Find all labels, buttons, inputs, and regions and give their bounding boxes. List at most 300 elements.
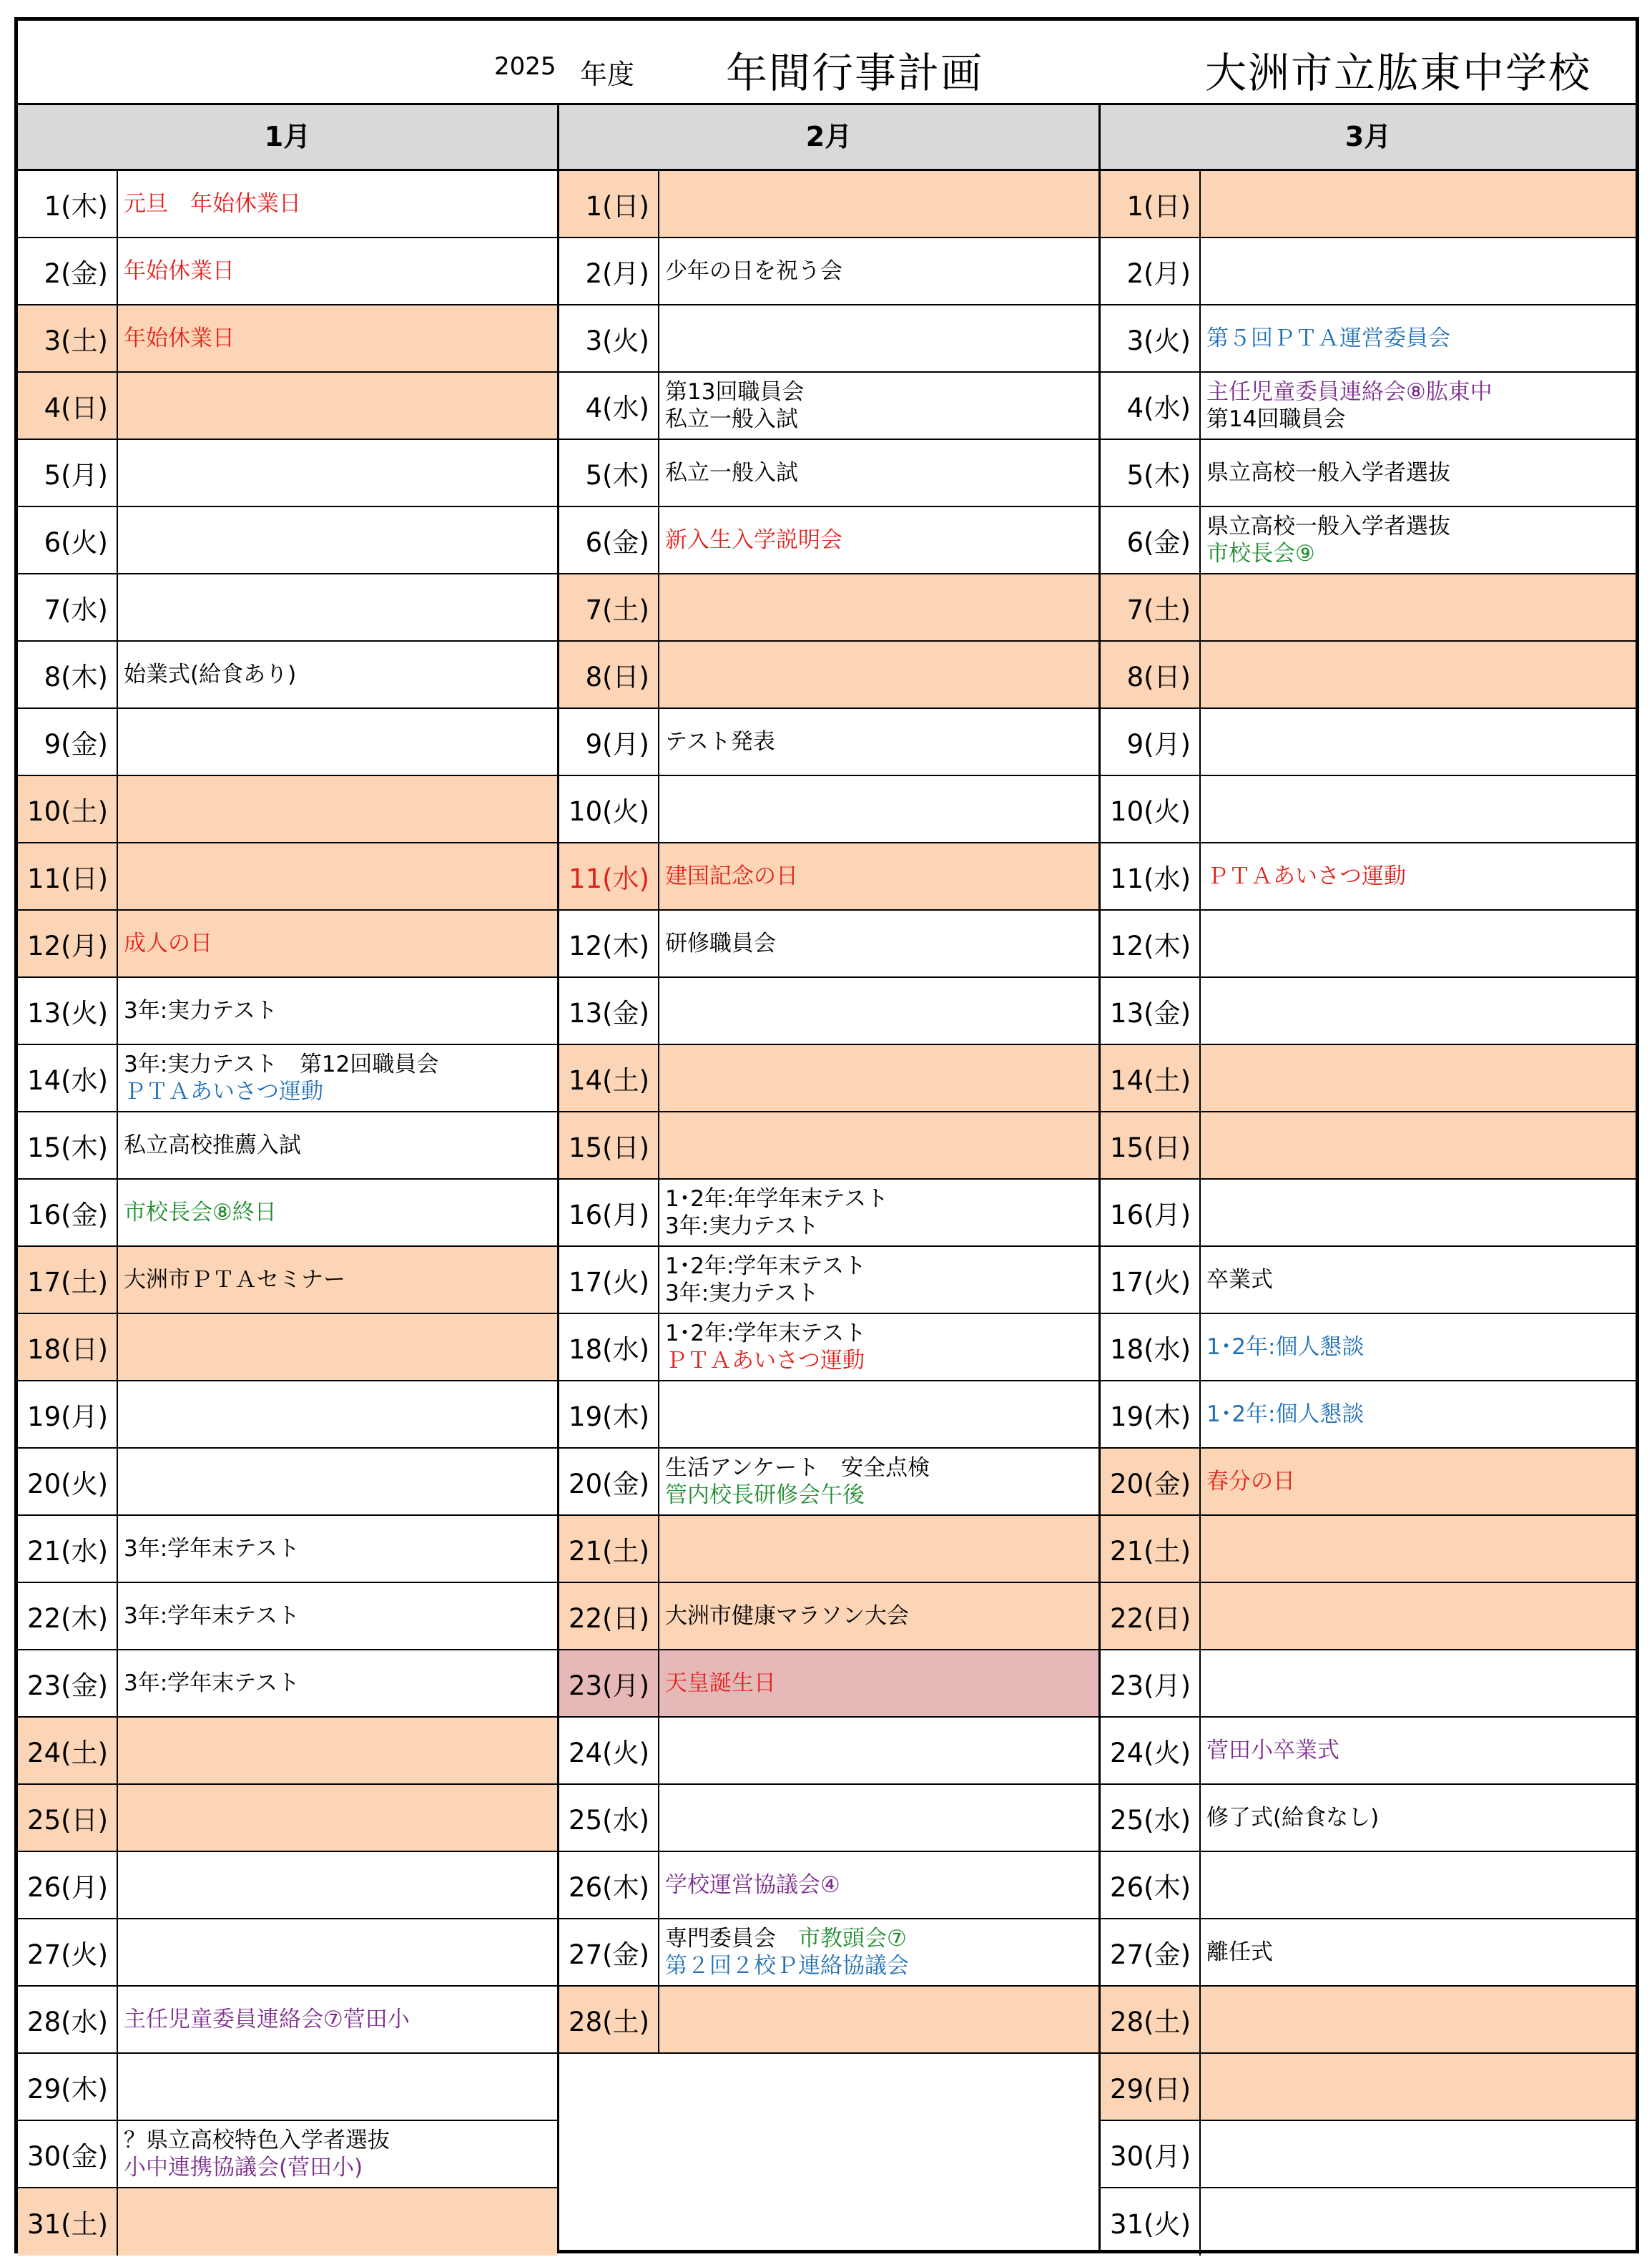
day-date: 18(水)	[1101, 1314, 1201, 1380]
day-date: 6(火)	[18, 507, 118, 573]
event-line	[665, 1347, 1098, 1374]
day-row	[559, 1180, 1098, 1247]
event-line	[124, 1535, 557, 1562]
page-title: 年間行事計画	[726, 49, 984, 97]
event-line	[665, 1925, 1098, 1952]
day-date: 17(土)	[18, 1247, 118, 1313]
day-date: 9(月)	[559, 709, 659, 775]
day-date: 1(木)	[18, 171, 118, 237]
event-text: 年始休業日	[124, 325, 235, 351]
day-events	[1201, 171, 1636, 237]
day-row	[1101, 1987, 1636, 2054]
day-date: 26(月)	[18, 1852, 118, 1918]
day-row	[559, 776, 1098, 843]
day-events	[118, 1449, 557, 1514]
day-date: 15(日)	[1101, 1112, 1201, 1178]
day-date: 28(水)	[18, 1987, 118, 2052]
day-events	[659, 978, 1098, 1044]
day-date: 7(水)	[18, 574, 118, 640]
day-row	[18, 1852, 557, 1919]
event-line	[665, 1482, 1098, 1509]
month-header-feb: 2月	[559, 105, 1098, 171]
day-row	[559, 843, 1098, 911]
event-line	[665, 1185, 1098, 1213]
day-events	[1201, 305, 1636, 371]
event-text: テスト発表	[665, 729, 775, 755]
day-events	[118, 1045, 557, 1111]
event-text: 主任児童委員連絡会⑧肱東中	[1206, 379, 1493, 405]
event-text: 年始休業日	[124, 258, 235, 284]
day-row	[18, 1583, 557, 1650]
day-events	[659, 507, 1098, 573]
day-date: 12(月)	[18, 911, 118, 976]
event-text: 私立高校推薦入試	[124, 1132, 301, 1158]
day-row	[559, 911, 1098, 978]
day-date: 14(水)	[18, 1045, 118, 1111]
day-date: 5(木)	[559, 440, 659, 506]
day-row	[1101, 2054, 1636, 2121]
event-text: 1･2年:個人懇談	[1206, 1334, 1365, 1360]
day-events	[118, 373, 557, 439]
event-text: 生活アンケート 安全点検	[665, 1455, 930, 1481]
day-date: 27(金)	[1101, 1919, 1201, 1985]
day-events	[1201, 1381, 1636, 1447]
fiscal-year-label: 年度	[580, 59, 635, 90]
day-events	[1201, 1650, 1636, 1716]
event-line	[124, 325, 557, 352]
event-line	[1206, 540, 1636, 567]
day-date: 12(木)	[1101, 911, 1201, 976]
event-text: 3年:学年末テスト	[124, 1603, 300, 1629]
day-date: 15(日)	[559, 1112, 659, 1178]
day-events	[1201, 1516, 1636, 1582]
event-text: 第13回職員会	[665, 379, 805, 405]
day-events	[1201, 1987, 1636, 2052]
day-row	[1101, 305, 1636, 373]
event-text: ＰＴＡあいさつ運動	[1206, 863, 1406, 889]
day-row	[18, 1314, 557, 1381]
day-events	[1201, 1314, 1636, 1380]
day-row	[1101, 978, 1636, 1045]
day-events	[1201, 2054, 1636, 2120]
day-events	[659, 574, 1098, 640]
day-date: 21(水)	[18, 1516, 118, 1582]
day-events	[118, 1112, 557, 1178]
month-column-mar	[1101, 171, 1636, 2256]
event-line	[665, 1253, 1098, 1280]
day-date: 18(日)	[18, 1314, 118, 1380]
day-row	[18, 1381, 557, 1449]
day-events	[118, 2121, 557, 2187]
day-events	[1201, 1852, 1636, 1918]
month-column-jan	[18, 171, 557, 2256]
day-row	[18, 2054, 557, 2121]
day-date: 3(土)	[18, 305, 118, 371]
day-row	[559, 978, 1098, 1045]
day-events	[118, 238, 557, 304]
day-row	[18, 2188, 557, 2256]
day-date: 19(月)	[18, 1381, 118, 1447]
day-date: 11(水)	[559, 843, 659, 909]
day-events	[1201, 2121, 1636, 2187]
day-row	[18, 1987, 557, 2054]
event-line	[1206, 863, 1636, 890]
day-date: 24(土)	[18, 1718, 118, 1783]
event-line	[124, 1199, 557, 1226]
day-row	[559, 1650, 1098, 1718]
event-line	[1206, 1401, 1636, 1428]
event-text: 主任児童委員連絡会⑦菅田小	[124, 2007, 410, 2032]
day-date: 2(金)	[18, 238, 118, 304]
day-date: 13(火)	[18, 978, 118, 1044]
day-row	[18, 642, 557, 709]
day-row	[559, 709, 1098, 776]
day-events	[659, 1381, 1098, 1447]
event-line	[1206, 1333, 1636, 1361]
column-divider	[1098, 105, 1101, 2253]
event-text: 1･2年:学年末テスト	[665, 1253, 867, 1279]
event-line	[1206, 1468, 1636, 1495]
day-row	[18, 1112, 557, 1180]
day-events	[1201, 1785, 1636, 1851]
day-row	[1101, 1045, 1636, 1112]
day-events	[659, 843, 1098, 909]
event-text: 研修職員会	[665, 931, 776, 956]
day-date: 30(月)	[1101, 2121, 1201, 2187]
event-text: 天皇誕生日	[665, 1670, 776, 1696]
day-events	[118, 978, 557, 1044]
event-line	[665, 527, 1098, 554]
day-row	[559, 1516, 1098, 1583]
day-date: 6(金)	[559, 507, 659, 573]
day-events	[118, 843, 557, 909]
day-date: 26(木)	[1101, 1852, 1201, 1918]
event-text: 始業式(給食あり)	[124, 662, 297, 687]
day-events	[1201, 574, 1636, 640]
day-events	[118, 911, 557, 976]
day-row	[559, 1112, 1098, 1180]
day-events	[1201, 1449, 1636, 1514]
day-events	[1201, 440, 1636, 506]
day-row	[1101, 709, 1636, 776]
day-events	[659, 171, 1098, 237]
day-date: 25(日)	[18, 1785, 118, 1851]
day-row	[1101, 911, 1636, 978]
day-row	[1101, 238, 1636, 305]
day-row	[559, 1852, 1098, 1919]
event-text: 管内校長研修会午後	[665, 1482, 865, 1508]
day-row	[559, 574, 1098, 642]
event-line	[124, 1266, 557, 1293]
day-row	[1101, 776, 1636, 843]
day-row	[18, 1180, 557, 1247]
day-events	[118, 1381, 557, 1447]
day-date: 10(火)	[559, 776, 659, 842]
day-events	[659, 1785, 1098, 1851]
event-text: 3年:学年末テスト	[124, 1670, 300, 1696]
day-row	[1101, 642, 1636, 709]
day-date: 22(日)	[1101, 1583, 1201, 1649]
day-events	[659, 642, 1098, 707]
event-text: 3年:実力テスト	[665, 1213, 819, 1239]
event-text: 建国記念の日	[665, 863, 798, 889]
day-row	[18, 843, 557, 911]
day-row	[18, 1718, 557, 1785]
day-events	[1201, 978, 1636, 1044]
day-row	[18, 709, 557, 776]
event-line	[1206, 378, 1636, 406]
event-text: 第14回職員会	[1206, 406, 1346, 432]
event-text: 春分の日	[1206, 1469, 1295, 1494]
event-text: 市校長会⑧終日	[124, 1200, 277, 1225]
day-date: 8(日)	[559, 642, 659, 707]
day-row	[18, 1449, 557, 1516]
day-events	[659, 1314, 1098, 1380]
day-events	[1201, 1718, 1636, 1783]
day-date: 19(木)	[1101, 1381, 1201, 1447]
day-events	[659, 238, 1098, 304]
event-line	[124, 997, 557, 1024]
day-events	[118, 1718, 557, 1783]
day-events	[1201, 1045, 1636, 1111]
day-events	[118, 1516, 557, 1582]
event-line	[665, 1602, 1098, 1630]
day-events	[659, 1987, 1098, 2052]
day-date: 29(日)	[1101, 2054, 1201, 2120]
day-row	[1101, 1516, 1636, 1583]
day-row	[18, 574, 557, 642]
day-events	[659, 1449, 1098, 1514]
event-text: 新入生入学説明会	[665, 527, 842, 553]
event-text: 小中連携協議会(菅田小)	[124, 2155, 363, 2180]
event-line	[665, 378, 1098, 406]
day-events	[118, 1247, 557, 1313]
day-date: 16(金)	[18, 1180, 118, 1245]
event-text: 第２回２校Ｐ連絡協議会	[665, 1953, 909, 1979]
title-row	[18, 21, 1636, 105]
day-date: 25(水)	[559, 1785, 659, 1851]
day-row	[1101, 1650, 1636, 1718]
day-row	[559, 1718, 1098, 1785]
day-date: 8(日)	[1101, 642, 1201, 707]
event-line	[1206, 406, 1636, 433]
day-row	[559, 1987, 1098, 2054]
event-line	[1206, 1737, 1636, 1764]
day-date: 6(金)	[1101, 507, 1201, 573]
event-text: 3年:実力テスト	[665, 1281, 819, 1306]
event-line	[1206, 1804, 1636, 1831]
day-row	[1101, 2188, 1636, 2256]
event-line	[1206, 1266, 1636, 1293]
day-row	[559, 642, 1098, 709]
day-date: 5(月)	[18, 440, 118, 506]
day-events	[118, 507, 557, 573]
day-date: 3(火)	[1101, 305, 1201, 371]
day-date: 16(月)	[1101, 1180, 1201, 1245]
day-row	[18, 1919, 557, 1987]
day-row	[1101, 1112, 1636, 1180]
event-text: 県立高校一般入学者選抜	[1206, 514, 1450, 539]
event-text: 市校長会⑨	[1206, 541, 1315, 567]
day-row	[18, 2121, 557, 2188]
day-date: 9(月)	[1101, 709, 1201, 775]
event-text: 第５回ＰＴＡ運営委員会	[1206, 325, 1450, 351]
event-line	[665, 1454, 1098, 1482]
day-row	[18, 1785, 557, 1852]
event-line	[665, 1320, 1098, 1347]
day-events	[659, 1852, 1098, 1918]
day-date: 20(金)	[1101, 1449, 1201, 1514]
event-text: 3年:実力テスト	[124, 998, 277, 1024]
day-row	[559, 1583, 1098, 1650]
event-line	[1206, 513, 1636, 540]
day-date: 10(土)	[18, 776, 118, 842]
day-events	[659, 911, 1098, 976]
day-row	[1101, 171, 1636, 238]
day-row	[18, 1247, 557, 1314]
day-date: 17(火)	[559, 1247, 659, 1313]
event-line	[665, 406, 1098, 433]
empty-cell	[559, 2054, 1098, 2256]
event-line	[665, 1670, 1098, 1697]
day-row	[1101, 373, 1636, 440]
event-line	[1206, 1939, 1636, 1966]
month-column-feb	[559, 171, 1098, 2256]
day-events	[118, 1919, 557, 1985]
day-events	[1201, 373, 1636, 439]
day-date: 7(土)	[559, 574, 659, 640]
day-row	[18, 776, 557, 843]
day-events	[118, 1785, 557, 1851]
day-date: 3(火)	[559, 305, 659, 371]
day-date: 28(土)	[1101, 1987, 1201, 2052]
day-date: 26(木)	[559, 1852, 659, 1918]
event-text: ？県立高校特色入学者選抜	[124, 2128, 390, 2153]
day-date: 1(日)	[1101, 171, 1201, 237]
day-events	[1201, 507, 1636, 573]
day-events	[1201, 1180, 1636, 1245]
day-row	[559, 171, 1098, 238]
day-events	[1201, 1112, 1636, 1178]
day-row	[1101, 1314, 1636, 1381]
event-line	[124, 1670, 557, 1697]
day-date: 27(金)	[559, 1919, 659, 1985]
day-date: 13(金)	[1101, 978, 1201, 1044]
day-row	[1101, 1718, 1636, 1785]
month-header-mar: 3月	[1101, 105, 1636, 171]
day-date: 2(月)	[559, 238, 659, 304]
day-row	[1101, 1852, 1636, 1919]
day-events	[659, 1112, 1098, 1178]
event-text: 私立一般入試	[665, 406, 798, 432]
day-date: 22(日)	[559, 1583, 659, 1649]
day-date: 28(土)	[559, 1987, 659, 2052]
day-row	[18, 1045, 557, 1112]
day-date: 23(月)	[1101, 1650, 1201, 1716]
day-row	[1101, 1449, 1636, 1516]
event-text: 専門委員会	[665, 1926, 798, 1952]
event-line	[124, 1078, 557, 1105]
event-line	[124, 661, 557, 688]
day-date: 31(火)	[1101, 2188, 1201, 2256]
day-events	[1201, 642, 1636, 707]
event-text: 卒業式	[1206, 1267, 1273, 1293]
event-text: 離任式	[1206, 1939, 1273, 1965]
day-events	[659, 1247, 1098, 1313]
day-events	[118, 1852, 557, 1918]
day-row	[18, 305, 557, 373]
day-events	[659, 440, 1098, 506]
day-row	[1101, 1583, 1636, 1650]
day-date: 21(土)	[559, 1516, 659, 1582]
event-line	[665, 1871, 1098, 1899]
day-date: 23(月)	[559, 1650, 659, 1716]
day-row	[18, 1650, 557, 1718]
day-date: 5(木)	[1101, 440, 1201, 506]
day-row	[559, 1919, 1098, 1987]
event-line	[124, 258, 557, 285]
day-events	[659, 776, 1098, 842]
day-date: 20(金)	[559, 1449, 659, 1514]
event-text: 修了式(給食なし)	[1206, 1805, 1380, 1831]
day-date: 10(火)	[1101, 776, 1201, 842]
day-date: 31(土)	[18, 2188, 118, 2256]
day-row	[18, 1516, 557, 1583]
day-events	[118, 642, 557, 707]
day-row	[559, 305, 1098, 373]
day-row	[559, 440, 1098, 507]
event-line	[124, 1051, 557, 1078]
day-row	[559, 1381, 1098, 1449]
event-text: 1･2年:年学年末テスト	[665, 1186, 889, 1212]
day-row	[1101, 1919, 1636, 1987]
day-row	[18, 238, 557, 305]
event-text: 元旦 年始休業日	[124, 191, 301, 217]
column-divider	[557, 105, 559, 2253]
day-date: 25(水)	[1101, 1785, 1201, 1851]
event-line	[124, 2006, 557, 2033]
day-events	[1201, 911, 1636, 976]
fiscal-year: 2025	[494, 52, 556, 81]
day-events	[659, 373, 1098, 439]
day-date: 21(土)	[1101, 1516, 1201, 1582]
day-events	[659, 1045, 1098, 1111]
day-row	[559, 1449, 1098, 1516]
day-date: 14(土)	[559, 1045, 659, 1111]
day-events	[659, 1919, 1098, 1985]
day-date: 8(木)	[18, 642, 118, 707]
event-text: 成人の日	[124, 931, 212, 956]
day-events	[1201, 238, 1636, 304]
event-text: ＰＴＡあいさつ運動	[665, 1348, 865, 1374]
day-row	[18, 171, 557, 238]
day-events	[659, 1718, 1098, 1783]
school-name: 大洲市立肱東中学校	[1205, 49, 1592, 97]
event-line	[665, 930, 1098, 957]
event-text: 1･2年:個人懇談	[1206, 1401, 1365, 1427]
day-row	[559, 507, 1098, 574]
event-line	[124, 190, 557, 217]
day-events	[118, 1650, 557, 1716]
day-date: 9(金)	[18, 709, 118, 775]
event-line	[665, 459, 1098, 486]
day-events	[1201, 709, 1636, 775]
event-line	[124, 1602, 557, 1630]
day-date: 29(木)	[18, 2054, 118, 2120]
day-date: 1(日)	[559, 171, 659, 237]
day-row	[559, 1785, 1098, 1852]
day-events	[118, 1180, 557, 1245]
